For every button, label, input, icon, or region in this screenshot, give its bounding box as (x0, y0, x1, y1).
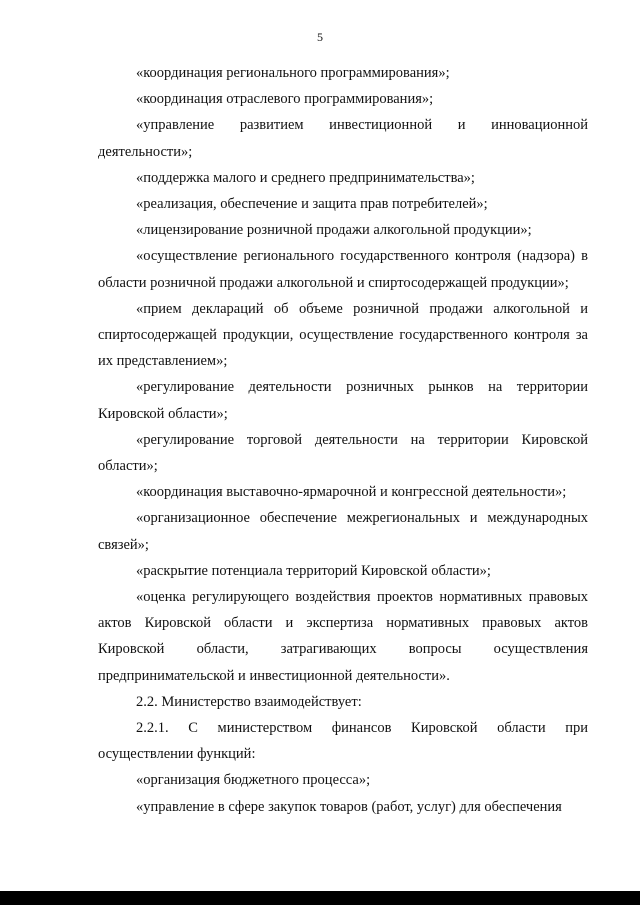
paragraph: «регулирование торговой деятельности на территории Кировской области»; (98, 431, 588, 475)
paragraph: «регулирование деятельности розничных рынков на территории Кировской области»; (98, 379, 588, 422)
paragraph: «реализация, обеспечение и защита прав потребителей»; (136, 196, 488, 213)
paragraph: «лицензирование розничной продажи алкогольной продукции»; (136, 222, 532, 239)
paragraph: «координация регионального программирования»; (136, 65, 450, 81)
scan-bottom-edge (0, 891, 640, 905)
document-body (98, 60, 588, 820)
paragraph: «поддержка малого и среднего предпринимательства»; (136, 169, 475, 186)
paragraph: «организация бюджетного процесса»; (136, 772, 371, 789)
subsection-paragraph: 2.2.1. С министерством финансов Кировской области при осуществлении функций: (98, 720, 588, 763)
paragraph: «осуществление регионального государственного контроля (надзора) в области розничной продажи алкогольной и спиртосодержащей продукции»; (98, 248, 588, 291)
page-number: 5 (317, 30, 323, 44)
paragraph: «оценка регулирующего воздействия проектов нормативных правовых актов Кировской области и экспертиза нормативных правовых актов Кировской области, затрагивающих вопросы осуществления предпринимательской и инвестиционной деятельности». (98, 589, 588, 684)
paragraph: «организационное обеспечение межрегиональных и международных связей»; (98, 510, 588, 553)
paragraph: «управление развитием инвестиционной и инновационной деятельности»; (98, 117, 588, 160)
section-heading: 2.2. Министерство взаимодействует: (136, 693, 362, 710)
paragraph: «координация выставочно-ярмарочной и конгрессной деятельности»; (136, 484, 567, 501)
paragraph: «управление в сфере закупок товаров (работ, услуг) для обеспечения (136, 798, 562, 815)
paragraph: «координация отраслевого программирования»; (136, 91, 434, 108)
paragraph: «раскрытие потенциала территорий Кировской области»; (136, 562, 491, 579)
paragraph: «прием деклараций об объеме розничной продажи алкогольной и спиртосодержащей продукции, осуществление государственного контроля за их представлением»; (98, 300, 588, 370)
